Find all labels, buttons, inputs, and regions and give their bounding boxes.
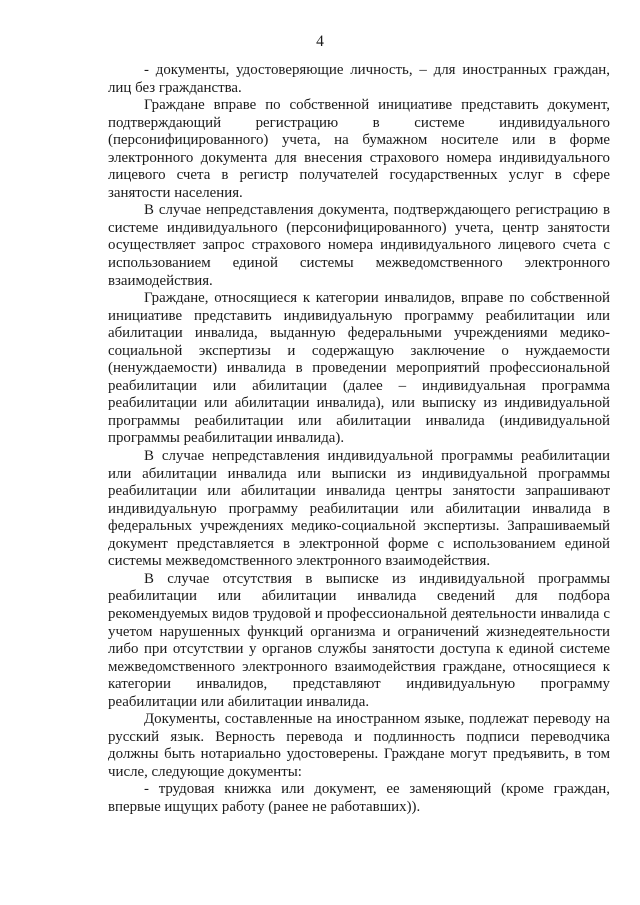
paragraph-disability-program: Граждане, относящиеся к категории инвалидов, вправе по собственной инициативе представить индивидуальную программу реабилитации или абилитации инвалида, выданную федеральными учреждениями медико-социальной экспертизы и содержащую заключение о нуждаемости (ненуждаемости) инвалида в проведении мероприятий профессиональной реабилитации или абилитации (далее – индивидуальная программа реабилитации или абилитации инвалида), или выписку из индивидуальной программы реабилитации или абилитации инвалида (индивидуальной программы реабилитации инвалида). — [108, 290, 610, 447]
paragraph-registration-document: Граждане вправе по собственной инициативе представить документ, подтверждающий регистрацию в системе индивидуального (персонифицированного) учета, на бумажном носителе или в форме электронного документа для внесения страхового номера индивидуального лицевого счета в регистр получателей государственных услуг в сфере занятости населения. — [108, 97, 610, 201]
paragraph-employment-record: - трудовая книжка или документ, ее заменяющий (кроме граждан, впервые ищущих работу (ранее не работавших)). — [108, 781, 610, 815]
page-number: 4 — [316, 33, 324, 50]
paragraph-foreign-citizens-documents: - документы, удостоверяющие личность, – для иностранных граждан, лиц без гражданства. — [108, 62, 610, 96]
paragraph-disability-program-request: В случае непредставления индивидуальной программы реабилитации или абилитации инвалида или выписки из индивидуальной программы реабилитации или абилитации инвалида центры занятости запрашивают индивидуальную программу реабилитации или абилитации инвалида в федеральных учреждениях медико-социальной экспертизы. Запрашиваемый документ представляется в электронной форме с использованием единой системы межведомственного электронного взаимодействия. — [108, 448, 610, 570]
paragraph-registration-request: В случае непредставления документа, подтверждающего регистрацию в системе индивидуального (персонифицированного) учета, центр занятости осуществляет запрос страхового номера индивидуального лицевого счета с использованием единой системы межведомственного электронного взаимодействия. — [108, 202, 610, 289]
paragraph-foreign-language-documents: Документы, составленные на иностранном языке, подлежат переводу на русский язык. Верность перевода и подлинность подписи переводчика должны быть нотариально удостоверены. Граждане могут предъявить, в том числе, следующие документы: — [108, 711, 610, 780]
document-body — [108, 62, 610, 817]
paragraph-missing-information: В случае отсутствия в выписке из индивидуальной программы реабилитации или абилитации инвалида сведений для подбора рекомендуемых видов трудовой и профессиональной деятельности инвалида с учетом нарушенных функций организма и ограничений жизнедеятельности либо при отсутствии у органов службы занятости доступа к единой системе межведомственного электронного взаимодействия граждане, относящиеся к категории инвалидов, представляют индивидуальную программу реабилитации или абилитации инвалида. — [108, 570, 610, 710]
